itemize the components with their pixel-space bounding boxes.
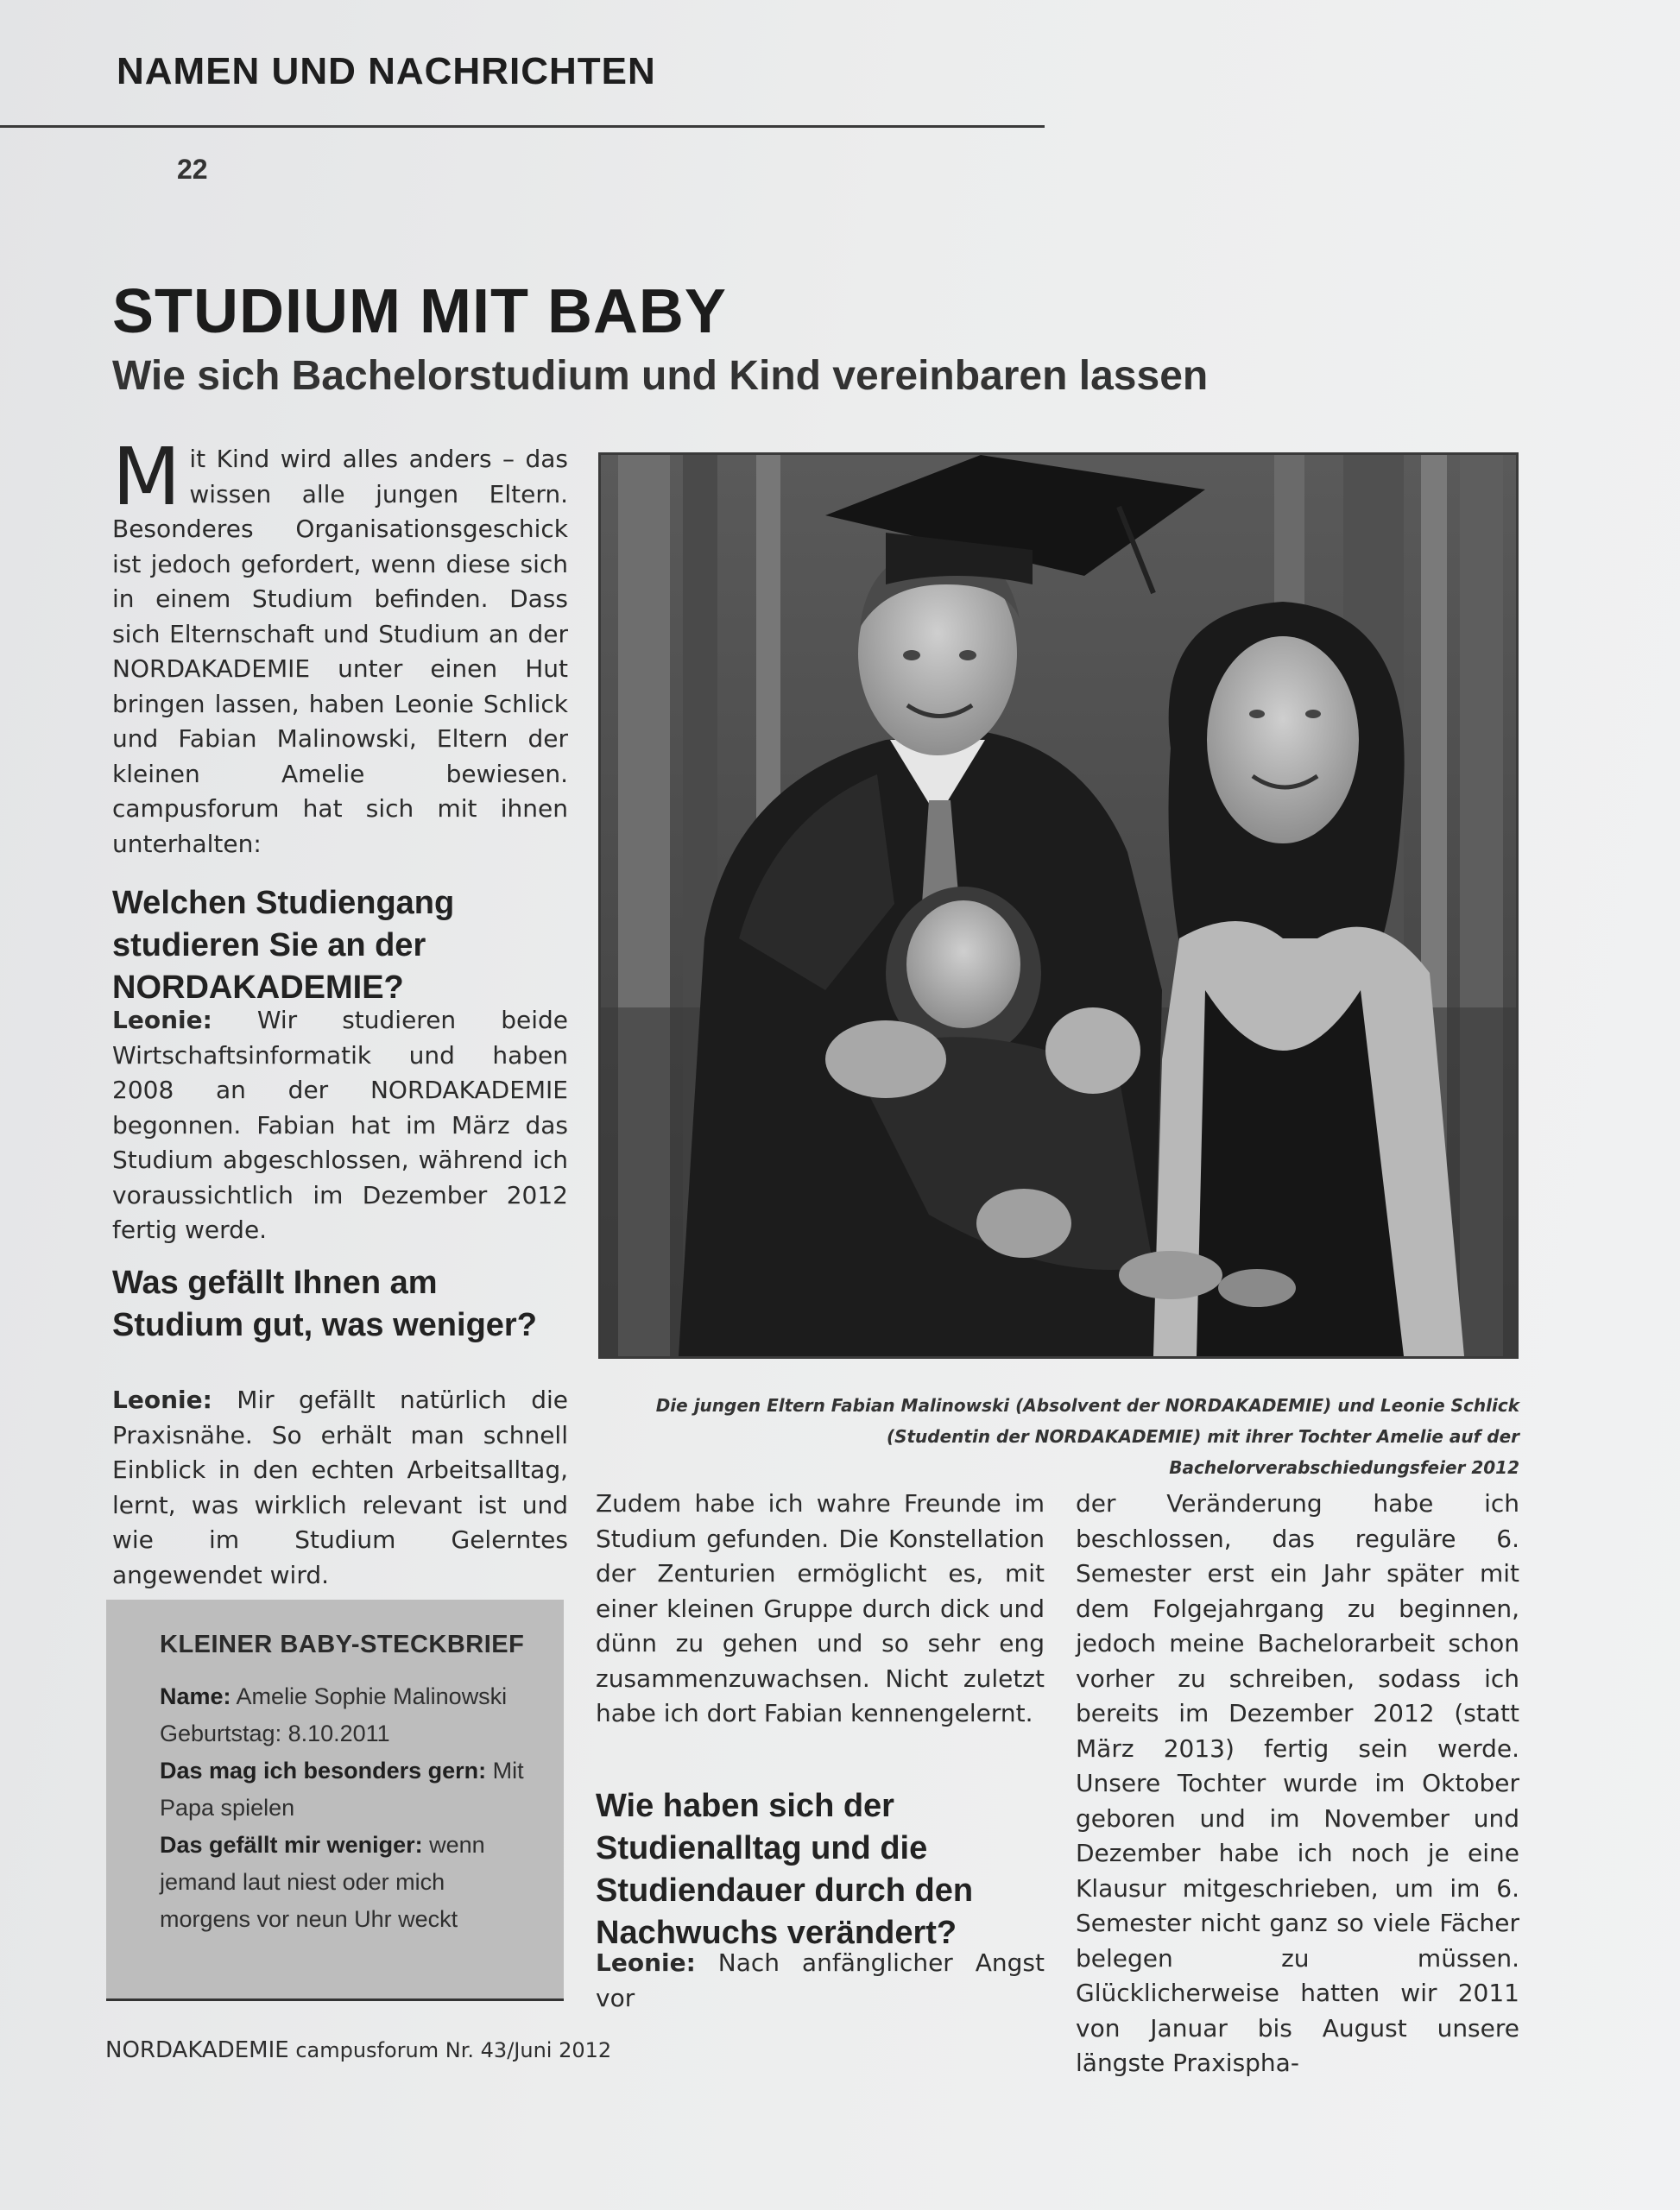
answer-1-text: Wir studieren beide Wirtschaftsinformatik und haben 2008 an der NORDAKADEMIE begonnen. Fabian hat im März das Studium abgeschlossen, während ich voraussichtlich im Dezember 2012 fertig werde. [112,1006,568,1244]
question-1: Welchen Studiengang studieren Sie an der NORDAKADEMIE? [112,885,455,1006]
speaker-label: Leonie: [112,1386,212,1414]
baby-box-title: KLEINER BABY-STECKBRIEF [160,1631,525,1658]
photo-caption: Die jungen Eltern Fabian Malinowski (Absolvent der NORDAKADEMIE) und Leonie Schlick (Studentin der NORDAKADEMIE) mit ihrer Tochter Amelie auf der Bachelorverabschiedungsfeier 2012 [655,1395,1519,1478]
answer-2 [112,1383,568,1593]
likes-value: Mit Papa spielen [160,1758,524,1821]
dislikes-value: wenn jemand laut niest oder mich morgens vor neun Uhr weckt [160,1832,485,1932]
drop-cap: M [112,431,181,523]
footer-issue: campusforum Nr. 43/Juni 2012 [295,2038,612,2062]
page-footer [105,2037,611,2063]
answer-2-continued [596,1487,1045,1732]
answer-3-cont-text: der Veränderung habe ich beschlossen, das reguläre 6. Semester erst ein Jahr später mit dem Folgejahrgang zu beginnen, jedoch meine Bachelorarbeit schon vorher zu schreiben, sodass ich bereits im Dezember 2012 (statt März 2013) fertig sein werde. Unsere Tochter wurde im Oktober geboren und im November und Dezember habe ich noch je eine Klausur mitgeschrieben, um im 6. Semester nicht ganz so viele Fächer belegen zu müssen. Glücklicherweise hatten wir 2011 von Januar bis August unsere längste Praxispha- [1076,1489,1519,2077]
answer-2-cont-text: Zudem habe ich wahre Freunde im Studium gefunden. Die Konstellation der Zenturien ermöglicht es, mit einer kleinen Gruppe durch dick und dünn zu gehen und so sehr eng zusammenzuwachsen. Nicht zuletzt habe ich dort Fabian kennengelernt. [596,1489,1045,1727]
page-number: 22 [177,154,208,185]
baby-profile-box [106,1600,564,2001]
question-3: Wie haben sich der Studienalltag und die Studiendauer durch den Nachwuchs verändert? [596,1788,974,1951]
name-label: Name: [160,1683,231,1709]
likes-label: Das mag ich besonders gern: [160,1758,487,1784]
speaker-label: Leonie: [112,1006,212,1034]
question-2: Was gefällt Ihnen am Studium gut, was weniger? [112,1265,537,1343]
section-header: NAMEN UND NACHRICHTEN [117,50,656,92]
speaker-label: Leonie: [596,1948,696,1977]
intro-text: it Kind wird alles anders – das wissen alle jungen Eltern. Besonderes Organisationsgeschick ist jedoch gefordert, wenn diese sich in einem Studium befinden. Dass sich Elternschaft und Studium an der NORDAKADEMIE unter einen Hut bringen lassen, haben Leonie Schlick und Fabian Malinowski, Eltern der kleinen Amelie bewiesen. campusforum hat sich mit ihnen unterhalten: [112,445,568,858]
header-rule [0,125,1045,128]
article-subtitle: Wie sich Bachelorstudium und Kind vereinbaren lassen [112,353,1209,399]
answer-3-start: Nach anfänglicher Angst vor [596,1948,1045,2012]
answer-1 [112,1003,568,1248]
footer-brand: NORDAKADEMIE [105,2037,289,2063]
family-photo [598,452,1519,1359]
answer-3-continued [1076,1487,1519,2081]
birthday: Geburtstag: 8.10.2011 [160,1721,390,1746]
baby-box-body [160,1678,531,1938]
dislikes-label: Das gefällt mir weniger: [160,1832,423,1858]
intro-paragraph [112,431,568,862]
name-value: Amelie Sophie Malinowski [236,1683,508,1709]
answer-2-text: Mir gefällt natürlich die Praxisnähe. So erhält man schnell Einblick in den echten Arbeitsalltag, lernt, was wirklich relevant ist und wie im Studium Gelerntes angewendet wird. [112,1386,569,1589]
article-title: STUDIUM MIT BABY [112,277,727,346]
answer-3 [596,1946,1045,2016]
